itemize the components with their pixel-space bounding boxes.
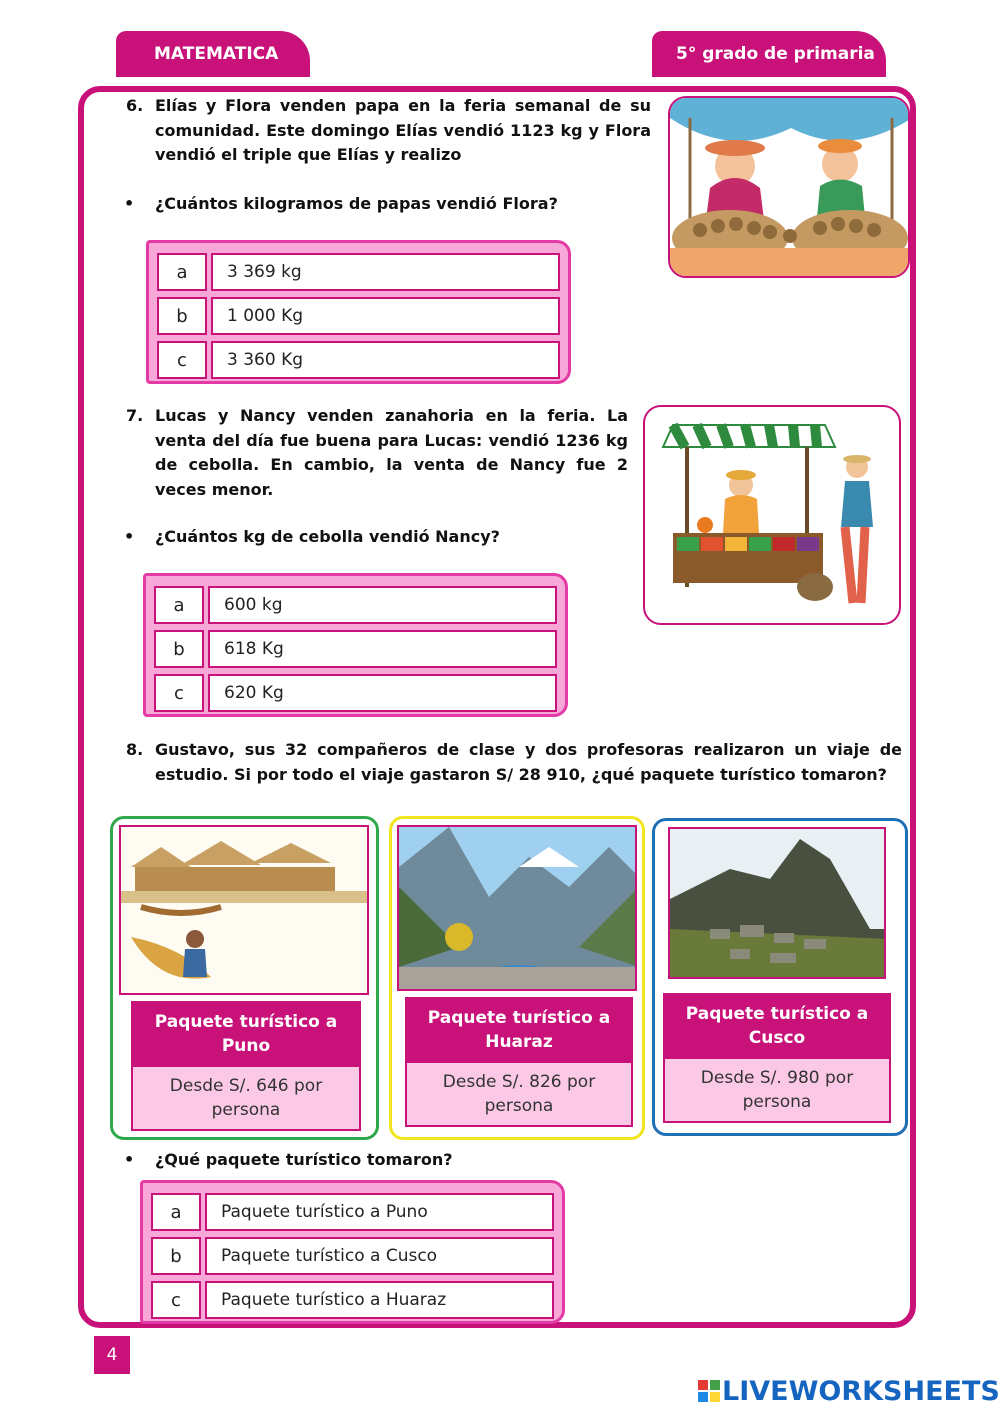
q6-options bbox=[146, 240, 571, 384]
huaraz-title: Paquete turístico a Huaraz bbox=[405, 997, 633, 1063]
option-value: Paquete turístico a Puno bbox=[205, 1193, 554, 1231]
q8-option-b[interactable] bbox=[151, 1237, 554, 1275]
q8-text: Gustavo, sus 32 compañeros de clase y dos profesoras realizaron un viaje de estudio. Si por todo el viaje gastaron S/ 28 910, ¿qué paquete turístico tomaron? bbox=[155, 740, 902, 784]
q7-bullet: • bbox=[124, 527, 135, 546]
q8-options bbox=[140, 1180, 565, 1324]
q8-option-a[interactable] bbox=[151, 1193, 554, 1231]
option-value: 3 369 kg bbox=[211, 253, 560, 291]
q8-option-c[interactable] bbox=[151, 1281, 554, 1319]
package-cusco[interactable] bbox=[652, 818, 908, 1136]
q6-option-c[interactable] bbox=[157, 341, 560, 379]
option-letter: c bbox=[157, 341, 207, 379]
q6-number: 6. bbox=[126, 96, 144, 115]
option-letter: b bbox=[157, 297, 207, 335]
q6-question: ¿Cuántos kilogramos de papas vendió Flora? bbox=[155, 194, 558, 213]
cusco-price: Desde S/. 980 por persona bbox=[663, 1059, 891, 1123]
grade-tab bbox=[652, 31, 886, 77]
option-value: 1 000 Kg bbox=[211, 297, 560, 335]
page-number: 4 bbox=[94, 1336, 130, 1374]
cusco-image bbox=[668, 827, 886, 979]
liveworksheets-logo-icon bbox=[698, 1380, 720, 1402]
option-value: 600 kg bbox=[208, 586, 557, 624]
q7-question: ¿Cuántos kg de cebolla vendió Nancy? bbox=[155, 527, 500, 546]
liveworksheets-brand: LIVEWORKSHEETS bbox=[722, 1376, 1000, 1407]
option-letter: c bbox=[151, 1281, 201, 1319]
q6-bullet: • bbox=[124, 194, 135, 213]
option-value: Paquete turístico a Cusco bbox=[205, 1237, 554, 1275]
q6-option-b[interactable] bbox=[157, 297, 560, 335]
q7-option-c[interactable] bbox=[154, 674, 557, 712]
option-letter: a bbox=[151, 1193, 201, 1231]
option-value: Paquete turístico a Huaraz bbox=[205, 1281, 554, 1319]
option-letter: a bbox=[157, 253, 207, 291]
q8-number: 8. bbox=[126, 740, 144, 759]
puno-image bbox=[119, 825, 369, 995]
q8-question: ¿Qué paquete turístico tomaron? bbox=[155, 1150, 453, 1169]
package-puno[interactable] bbox=[110, 816, 379, 1140]
q7-number: 7. bbox=[126, 406, 144, 425]
q6-option-a[interactable] bbox=[157, 253, 560, 291]
grade-label: 5° grado de primaria bbox=[676, 44, 875, 64]
q8-bullet: • bbox=[124, 1150, 135, 1169]
option-value: 618 Kg bbox=[208, 630, 557, 668]
cusco-title: Paquete turístico a Cusco bbox=[663, 993, 891, 1059]
q7-text: Lucas y Nancy venden zanahoria en la feria. La venta del día fue buena para Lucas: vendió 1236 kg de cebolla. En cambio, la venta de Nancy fue 2 veces menor. bbox=[155, 406, 628, 499]
option-letter: b bbox=[151, 1237, 201, 1275]
q7-option-a[interactable] bbox=[154, 586, 557, 624]
puno-price: Desde S/. 646 por persona bbox=[131, 1067, 361, 1131]
q6-text: Elías y Flora venden papa en la feria semanal de su comunidad. Este domingo Elías vendió 1123 kg y Flora vendió el triple que Elías y realizo bbox=[155, 96, 651, 164]
option-letter: c bbox=[154, 674, 204, 712]
option-value: 620 Kg bbox=[208, 674, 557, 712]
huaraz-image bbox=[397, 825, 637, 991]
q7-options bbox=[143, 573, 568, 717]
q7-option-b[interactable] bbox=[154, 630, 557, 668]
option-letter: a bbox=[154, 586, 204, 624]
subject-tab bbox=[116, 31, 310, 77]
puno-title: Paquete turístico a Puno bbox=[131, 1001, 361, 1067]
package-huaraz[interactable] bbox=[389, 816, 645, 1140]
vegetable-stall-illustration bbox=[643, 405, 901, 625]
subject-label: MATEMATICA bbox=[154, 44, 279, 64]
option-value: 3 360 Kg bbox=[211, 341, 560, 379]
potato-market-illustration bbox=[668, 96, 910, 278]
option-letter: b bbox=[154, 630, 204, 668]
huaraz-price: Desde S/. 826 por persona bbox=[405, 1063, 633, 1127]
